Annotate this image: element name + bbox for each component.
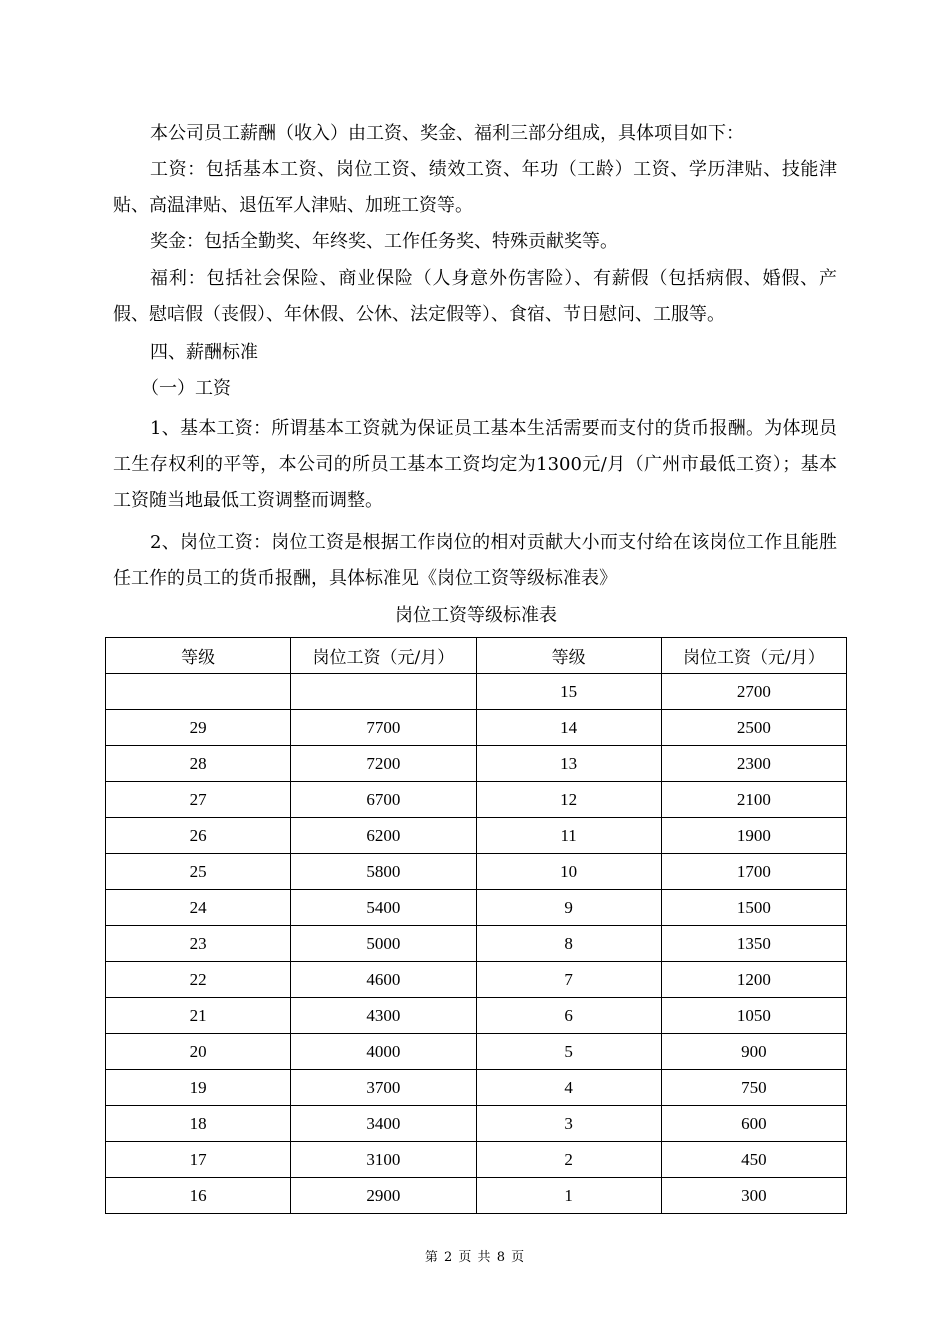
cell-grade: 14 xyxy=(476,710,661,746)
cell-wage: 1700 xyxy=(661,854,846,890)
cell-wage: 2500 xyxy=(661,710,846,746)
header-wage: 岗位工资（元/月） xyxy=(661,638,846,674)
cell-wage: 7700 xyxy=(291,710,476,746)
table-header-row xyxy=(106,638,847,674)
cell-wage: 1350 xyxy=(661,926,846,962)
cell-wage: 1900 xyxy=(661,818,846,854)
cell-grade: 5 xyxy=(476,1034,661,1070)
cell-wage: 5000 xyxy=(291,926,476,962)
table-body xyxy=(106,674,847,1214)
cell-wage: 1500 xyxy=(661,890,846,926)
cell-wage: 6700 xyxy=(291,782,476,818)
table-row xyxy=(106,746,847,782)
cell-wage: 2900 xyxy=(291,1178,476,1214)
paragraph-wages: 工资：包括基本工资、岗位工资、绩效工资、年功（工龄）工资、学历津贴、技能津贴、高温津贴、退伍军人津贴、加班工资等。 xyxy=(113,159,837,216)
cell-grade: 7 xyxy=(476,962,661,998)
table-row xyxy=(106,710,847,746)
table-row xyxy=(106,1178,847,1214)
subsection-heading: （一）工资 xyxy=(141,378,231,399)
section-heading: 四、薪酬标准 xyxy=(150,342,258,363)
header-wage: 岗位工资（元/月） xyxy=(291,638,476,674)
cell-wage: 6200 xyxy=(291,818,476,854)
cell-wage: 1200 xyxy=(661,962,846,998)
cell-grade: 28 xyxy=(106,746,291,782)
cell-grade: 17 xyxy=(106,1142,291,1178)
cell-grade: 25 xyxy=(106,854,291,890)
cell-grade: 23 xyxy=(106,926,291,962)
page-number: 第 2 页 共 8 页 xyxy=(424,1250,526,1265)
cell-grade: 18 xyxy=(106,1106,291,1142)
cell-wage: 1050 xyxy=(661,998,846,1034)
table-row xyxy=(106,998,847,1034)
table-row xyxy=(106,890,847,926)
cell-wage: 750 xyxy=(661,1070,846,1106)
table-row xyxy=(106,854,847,890)
paragraph-bonus: 奖金：包括全勤奖、年终奖、工作任务奖、特殊贡献奖等。 xyxy=(150,231,618,252)
cell-grade: 4 xyxy=(476,1070,661,1106)
table-row xyxy=(106,782,847,818)
header-grade: 等级 xyxy=(106,638,291,674)
cell-grade: 9 xyxy=(476,890,661,926)
table-row xyxy=(106,1070,847,1106)
cell-grade xyxy=(106,674,291,710)
cell-grade: 10 xyxy=(476,854,661,890)
cell-wage: 4000 xyxy=(291,1034,476,1070)
cell-grade: 20 xyxy=(106,1034,291,1070)
cell-grade: 2 xyxy=(476,1142,661,1178)
cell-grade: 19 xyxy=(106,1070,291,1106)
cell-wage: 600 xyxy=(661,1106,846,1142)
cell-wage: 300 xyxy=(661,1178,846,1214)
cell-wage: 900 xyxy=(661,1034,846,1070)
cell-grade: 21 xyxy=(106,998,291,1034)
cell-grade: 8 xyxy=(476,926,661,962)
cell-wage: 5800 xyxy=(291,854,476,890)
paragraph-position-wage: 2、岗位工资：岗位工资是根据工作岗位的相对贡献大小而支付给在该岗位工作且能胜任工作的员工的货币报酬，具体标准见《岗位工资等级标准表》 xyxy=(113,532,837,589)
cell-wage: 3100 xyxy=(291,1142,476,1178)
wage-grade-table xyxy=(105,637,847,1214)
cell-grade: 26 xyxy=(106,818,291,854)
cell-grade: 22 xyxy=(106,962,291,998)
cell-grade: 24 xyxy=(106,890,291,926)
cell-wage: 5400 xyxy=(291,890,476,926)
cell-grade: 29 xyxy=(106,710,291,746)
cell-grade: 27 xyxy=(106,782,291,818)
cell-wage: 2700 xyxy=(661,674,846,710)
table-row xyxy=(106,1142,847,1178)
cell-wage: 3400 xyxy=(291,1106,476,1142)
table-row xyxy=(106,926,847,962)
cell-wage xyxy=(291,674,476,710)
table-row xyxy=(106,1106,847,1142)
cell-wage: 450 xyxy=(661,1142,846,1178)
cell-grade: 12 xyxy=(476,782,661,818)
cell-grade: 3 xyxy=(476,1106,661,1142)
cell-wage: 3700 xyxy=(291,1070,476,1106)
table-row xyxy=(106,674,847,710)
table-row xyxy=(106,818,847,854)
cell-grade: 15 xyxy=(476,674,661,710)
cell-grade: 6 xyxy=(476,998,661,1034)
cell-wage: 4300 xyxy=(291,998,476,1034)
cell-wage: 2300 xyxy=(661,746,846,782)
cell-wage: 4600 xyxy=(291,962,476,998)
table-row xyxy=(106,962,847,998)
cell-grade: 1 xyxy=(476,1178,661,1214)
header-grade: 等级 xyxy=(476,638,661,674)
cell-grade: 11 xyxy=(476,818,661,854)
paragraph-base-wage: 1、基本工资：所谓基本工资就为保证员工基本生活需要而支付的货币报酬。为体现员工生存权利的平等，本公司的所员工基本工资均定为1300元/月（广州市最低工资）；基本工资随当地最低工资调整而调整。 xyxy=(113,418,837,511)
cell-wage: 2100 xyxy=(661,782,846,818)
cell-grade: 13 xyxy=(476,746,661,782)
table-caption: 岗位工资等级标准表 xyxy=(395,605,557,626)
cell-wage: 7200 xyxy=(291,746,476,782)
paragraph-intro: 本公司员工薪酬（收入）由工资、奖金、福利三部分组成，具体项目如下： xyxy=(150,123,744,144)
cell-grade: 16 xyxy=(106,1178,291,1214)
table-row xyxy=(106,1034,847,1070)
paragraph-benefits: 福利：包括社会保险、商业保险（人身意外伤害险）、有薪假（包括病假、婚假、产假、慰唁假（丧假）、年休假、公休、法定假等）、食宿、节日慰问、工服等。 xyxy=(113,268,837,325)
